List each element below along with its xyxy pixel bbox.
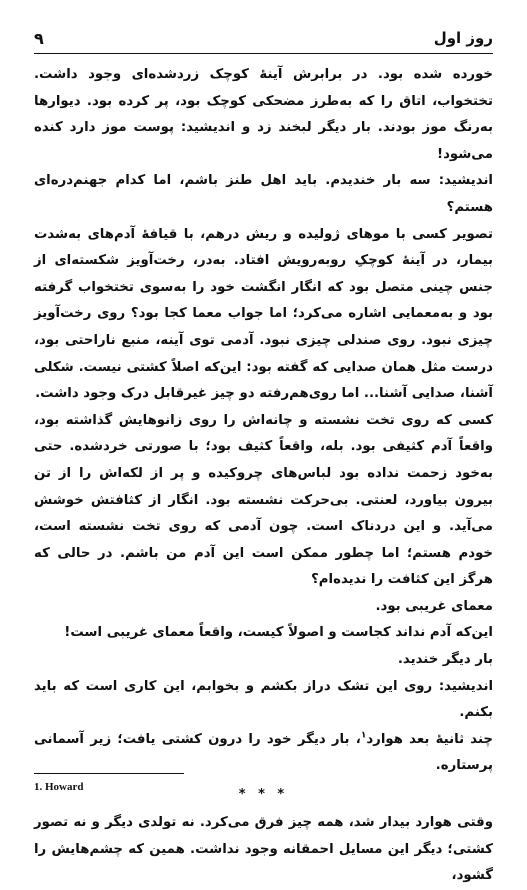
page-header [34, 26, 493, 50]
page-number: ۹ [34, 28, 44, 48]
paragraph: بار دیگر خندید. [397, 652, 493, 668]
footnote-rule [34, 773, 184, 774]
paragraph: این‌که آدم نداند کجاست و اصولاً کیست، واقعاً معمای غریبی است! [64, 625, 493, 641]
paragraph: وقتی هوارد بیدار شد، همه چیز فرق می‌کرد. نه تولدی دیگر و نه تصور کشتی؛ دیگر این مسایل احمقانه وجود نداشت. همین که چشم‌هایش را گشود، [34, 815, 493, 884]
paragraph: اندیشید: روی این تشک دراز بکشم و بخوابم، این کاری است که باید بکنم. [34, 678, 493, 721]
header-rule [34, 53, 493, 54]
section-separator: * * * [238, 787, 289, 803]
paragraph: خورده شده بود. در برابرش آینهٔ کوچک زردشده‌ای وجود داشت. تختخواب، اتاق را که به‌طرز مضحکی کوچک بود، پر کرده بود. دیوارها به‌رنگ موز بودند. بار دیگر لبخند زد و اندیشید: پوست موز دارد کنده می‌شود! [34, 67, 493, 162]
body-text [34, 62, 493, 890]
paragraph: تصویر کسی با موهای ژولیده و ریش درهم، با قیافهٔ آدم‌های به‌شدت بیمار، در آینهٔ کوچکِ روبه‌رویش افتاد. به‌در، رخت‌آویز شکسته‌ای از جنس چینی متصل بود که انگار انگشت خود را به‌سوی تختخواب گرفته بود و به‌معمایی اشاره می‌کرد؛ اما جواب معما کجا بود؟ روی رخت‌آویز چیزی نبود. روی صندلی چیزی نبود. آدمی توی آینه، منبع ناراحتی بود، درست مثل همان صدایی که گفته بود: این‌که اصلاً کشتی نیست. شکلی آشنا، صدایی آشنا... اما روی‌هم‌رفته دو چیز غیرقابل درک وجود داشت. [34, 226, 493, 402]
footnote: 1. Howard [34, 781, 84, 793]
paragraph: اندیشید: سه بار خندیدم. باید اهل طنز باشم، اما کدام جهنم‌دره‌ای هستم؟ [34, 173, 493, 215]
paragraph: کسی که روی تخت نشسته و چانه‌اش را روی زانوهایش گذاشته بود، واقعاً آدم کثیفی بود. بله، واقعاً کثیف بود؛ با صورتی خردشده. حتی به‌خود زحمت نداده بود لباس‌های چروکیده و پر از لکه‌اش را از تن بیرون بیاورد، لعنتی. بی‌حرکت نشسته بود. انگار از کثافتش خوشش می‌آید. و این دردناک است. چون آدمی که روی تخت نشسته است، خودم هستم؛ اما چطور ممکن است این آدم من باشم. در حالی که هرگز این کثافت را ندیده‌ام؟ [34, 412, 493, 588]
running-head: روز اول [433, 29, 493, 47]
paragraph-howard-end: ، بار دیگر خود را درون کشتی یافت؛ زیر آسمانی پرستاره. [34, 731, 493, 774]
paragraph-howard-start: چند ثانیهٔ بعد هوارد [366, 731, 493, 747]
footnote-reference: ۱ [360, 730, 367, 741]
paragraph: معمای غریبی بود. [375, 598, 493, 614]
